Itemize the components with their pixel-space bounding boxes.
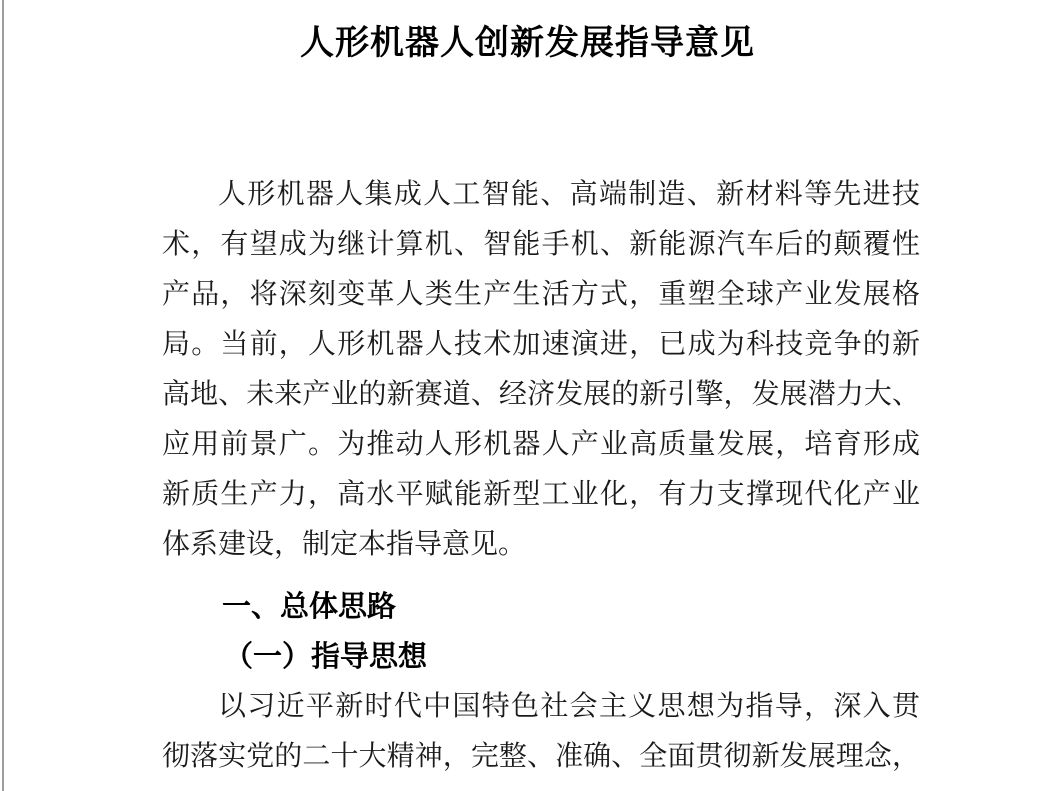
paragraph1-line-2: 术，有望成为继计算机、智能手机、新能源汽车后的颠覆性 — [162, 229, 920, 260]
document-body — [162, 170, 920, 782]
paragraph1-line-1: 人形机器人集成人工智能、高端制造、新材料等先进技 — [218, 179, 920, 210]
document-title: 人形机器人创新发展指导意见 — [300, 25, 755, 62]
page-edge-line — [2, 0, 4, 791]
subsection-heading: （一）指导思想 — [224, 641, 428, 673]
paragraph1-line-8: 体系建设，制定本指导意见。 — [162, 529, 527, 560]
paragraph1-line-6: 应用前景广。为推动人形机器人产业高质量发展，培育形成 — [162, 429, 920, 460]
paragraph2-line-2: 彻落实党的二十大精神，完整、准确、全面贯彻新发展理念， — [162, 741, 920, 772]
paragraph2-line-1: 以习近平新时代中国特色社会主义思想为指导，深入贯 — [218, 691, 920, 722]
section-heading: 一、总体思路 — [222, 591, 397, 623]
paragraph1-line-5: 高地、未来产业的新赛道、经济发展的新引擎，发展潜力大、 — [162, 379, 920, 410]
paragraph1-line-7: 新质生产力，高水平赋能新型工业化，有力支撑现代化产业 — [162, 479, 920, 510]
paragraph1-line-4: 局。当前，人形机器人技术加速演进，已成为科技竞争的新 — [162, 329, 920, 360]
paragraph1-line-3: 产品，将深刻变革人类生产生活方式，重塑全球产业发展格 — [162, 279, 920, 310]
